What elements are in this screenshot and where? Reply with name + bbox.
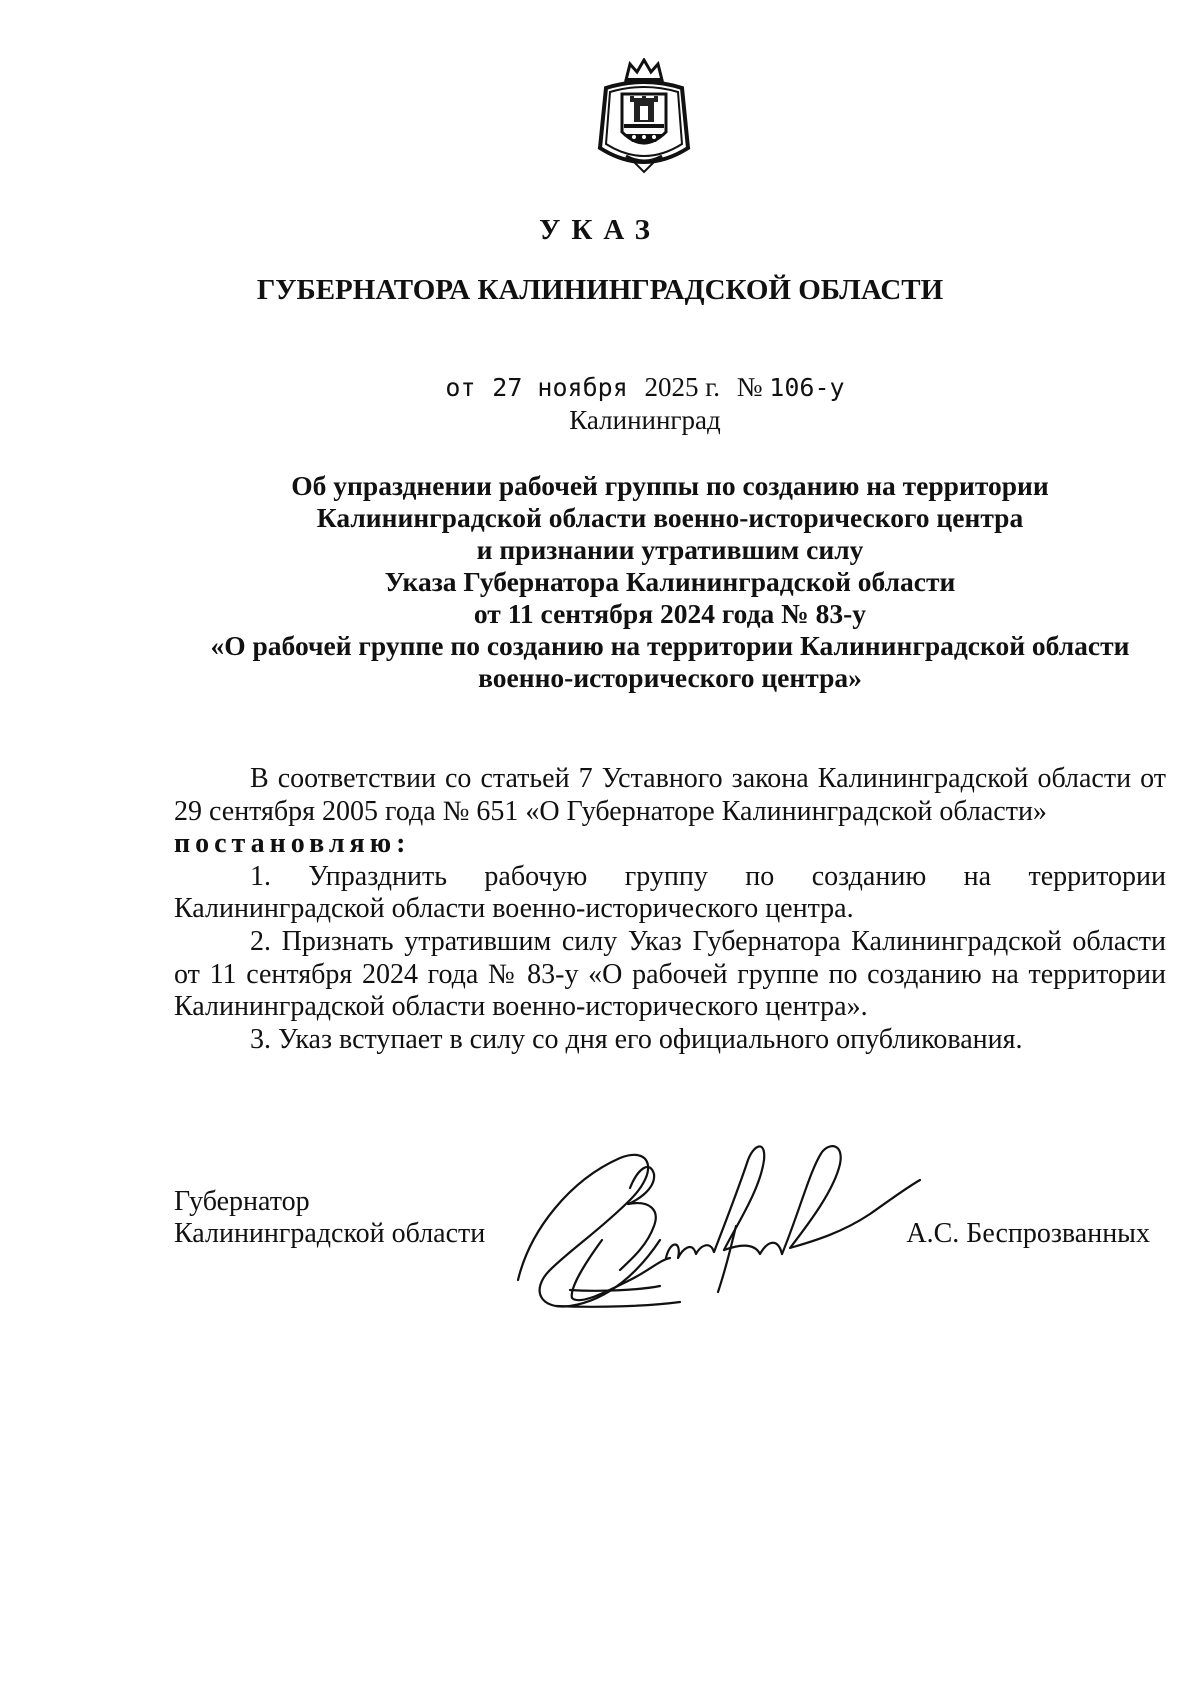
subject-line: военно-исторического центра» bbox=[478, 662, 862, 693]
document-body bbox=[174, 763, 1166, 1056]
signature-icon bbox=[510, 1130, 930, 1330]
item-2: 2. Признать утратившим силу Указ Губернатора Калининградской области от 11 сентября 2024 года № 83-у «О рабочей группе по созданию на территории Калининградской области военно-исторического центра». bbox=[174, 925, 1166, 1023]
date-day-month: 27 ноября bbox=[492, 373, 628, 402]
number-label: № bbox=[736, 372, 763, 402]
coat-of-arms-icon bbox=[596, 58, 692, 176]
signer-title-line: Губернатор bbox=[174, 1186, 310, 1217]
decree-word: постановляю: bbox=[174, 828, 411, 860]
subject-line: Калининградской области военно-исторического центра bbox=[316, 502, 1024, 533]
item-3: 3. Указ вступает в силу со дня его официального опубликования. bbox=[250, 1023, 1023, 1055]
subject-line: и признании утратившим силу bbox=[476, 534, 864, 565]
date-prefix: от bbox=[445, 373, 476, 402]
city: Калининград bbox=[569, 405, 721, 435]
date-number-line bbox=[0, 372, 1200, 403]
signer-title bbox=[174, 1186, 485, 1250]
subject-line: Указа Губернатора Калининградской области bbox=[384, 566, 956, 597]
signer-name: А.С. Беспрозванных bbox=[906, 1218, 1150, 1249]
document-type: УКАЗ bbox=[539, 214, 661, 246]
preamble: В соответствии со статьей 7 Уставного закона Калининградской области от 29 сентября 2005 года № 651 «О Губернаторе Калининградской области» bbox=[174, 763, 1166, 827]
subject-line: от 11 сентября 2024 года № 83-у bbox=[473, 598, 867, 629]
subject-line: «О рабочей группе по созданию на территории Калининградской области bbox=[210, 630, 1130, 661]
item-1: 1. Упразднить рабочую группу по созданию на территории Калининградской области военно-исторического центра. bbox=[174, 860, 1166, 925]
subject-line: Об упразднении рабочей группы по созданию на территории bbox=[291, 470, 1049, 501]
signer-title-line: Калининградской области bbox=[174, 1218, 486, 1249]
document-number: 106-у bbox=[769, 373, 845, 402]
document-subject bbox=[170, 470, 1170, 694]
date-year: 2025 г. bbox=[644, 372, 721, 402]
issuer-title: ГУБЕРНАТОРА КАЛИНИНГРАДСКОЙ ОБЛАСТИ bbox=[256, 274, 944, 306]
